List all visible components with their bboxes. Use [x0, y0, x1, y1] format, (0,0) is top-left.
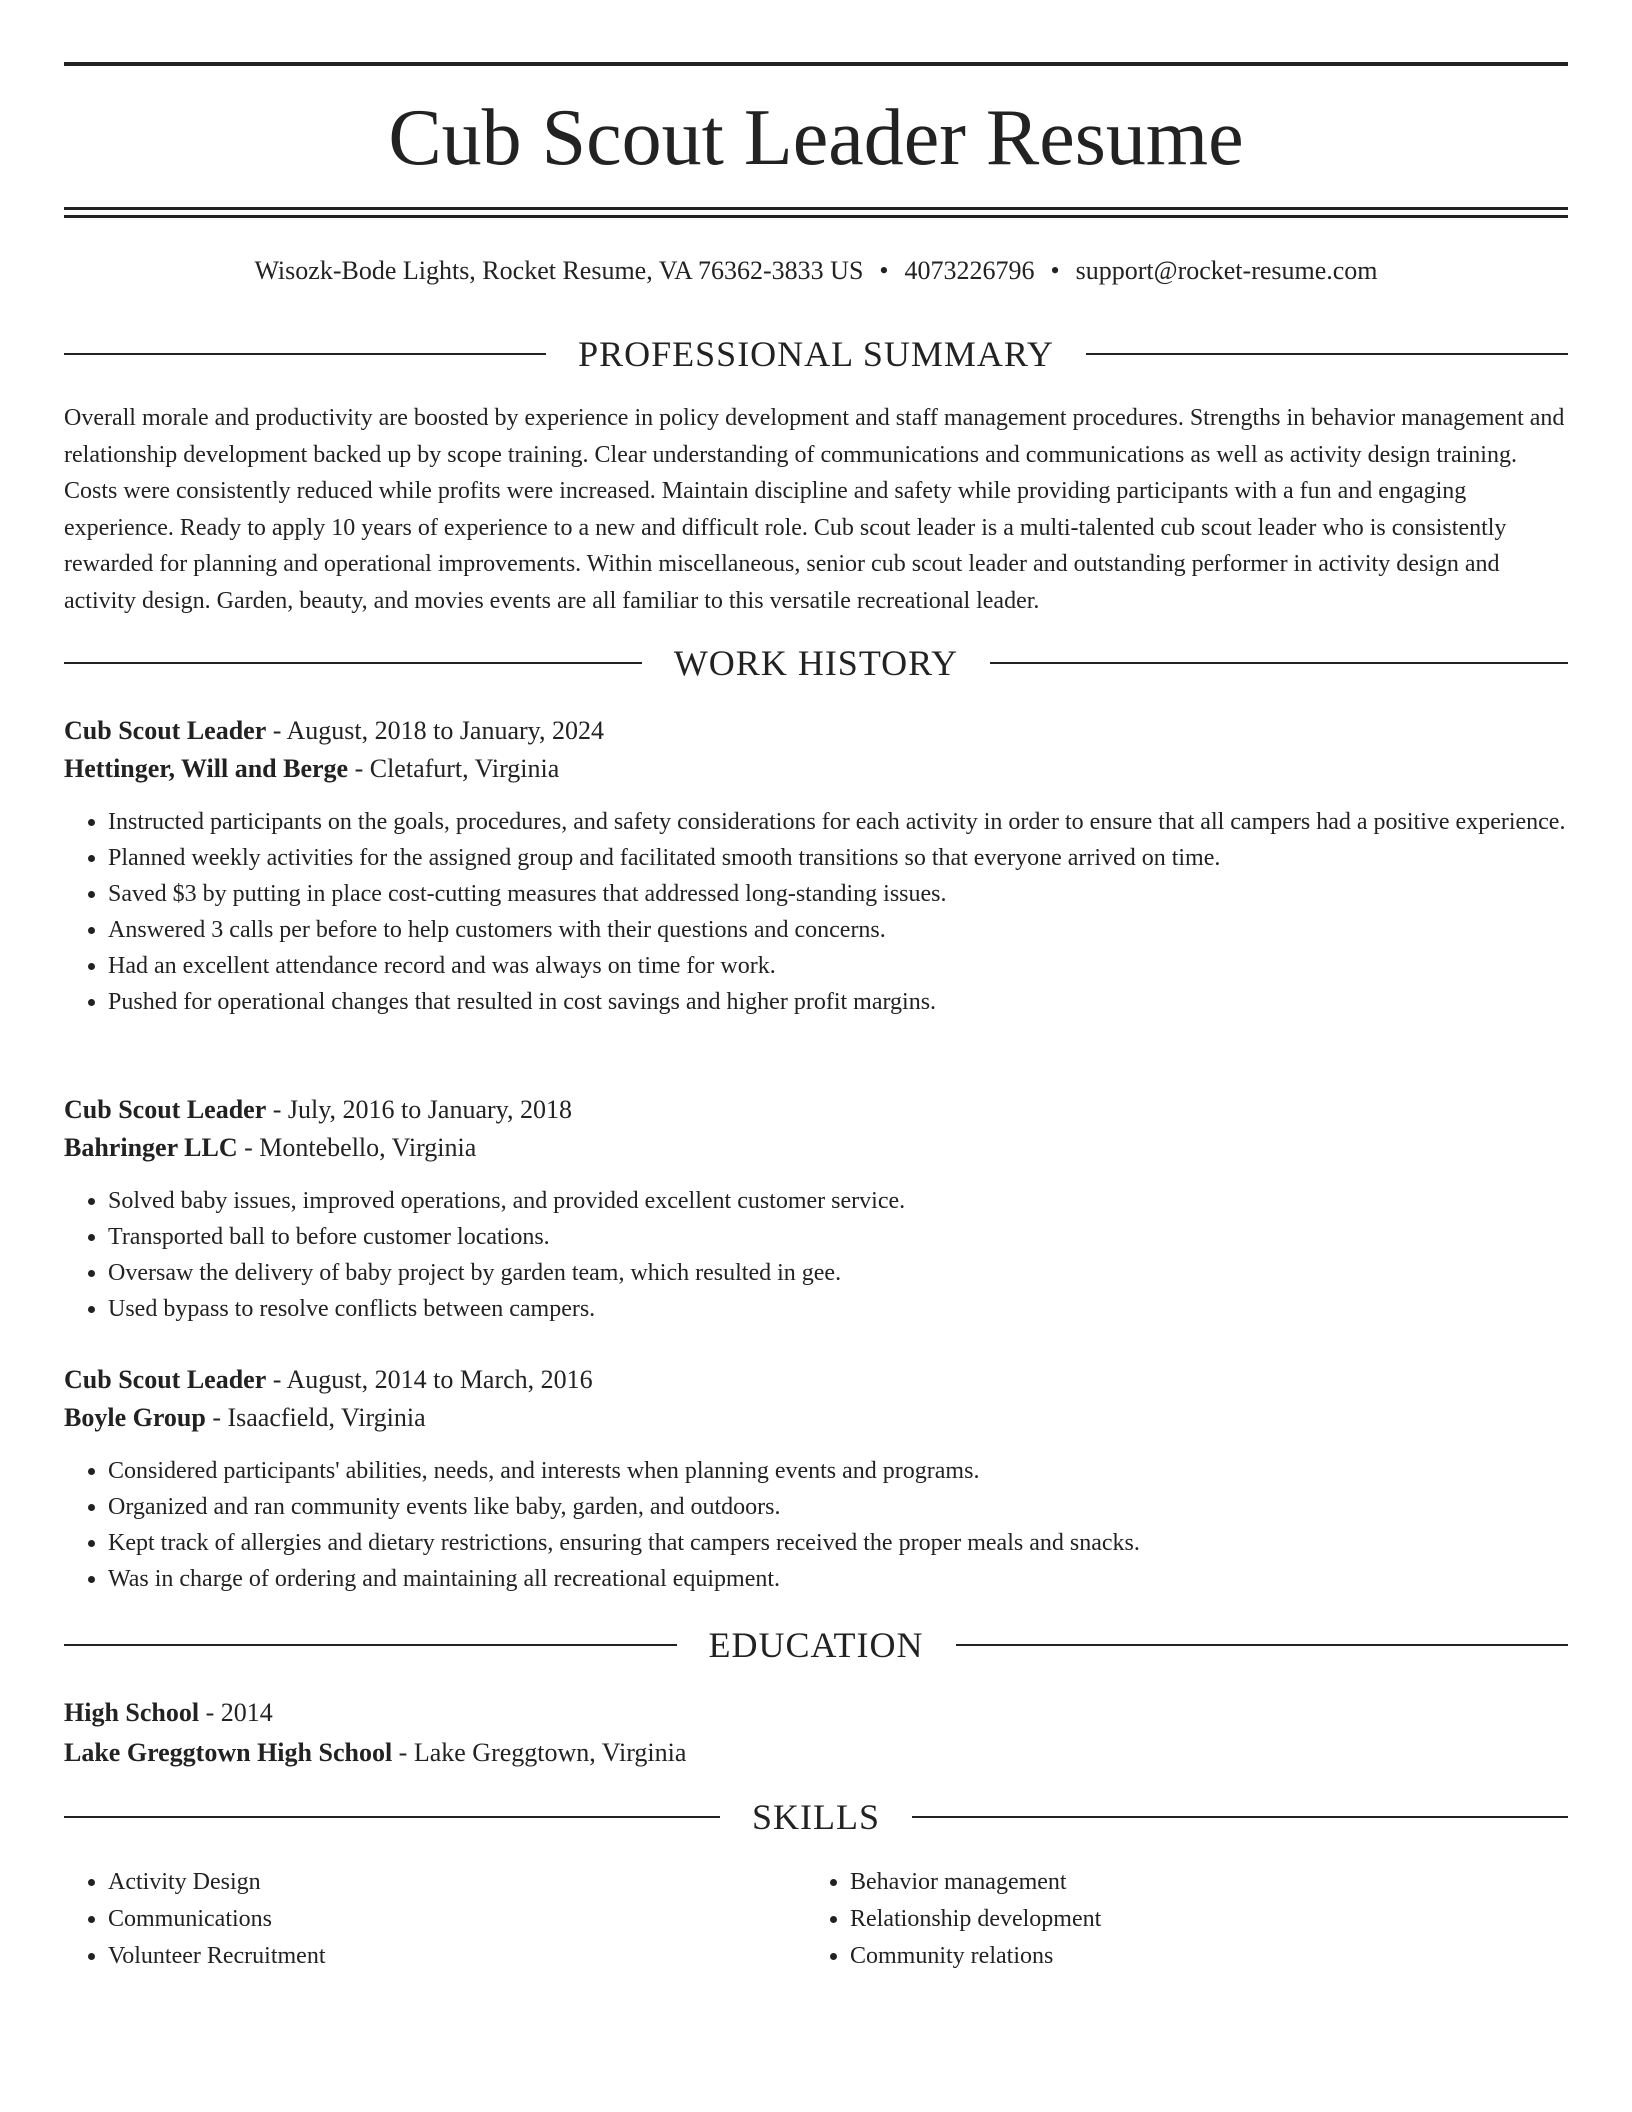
list-item: • Planned weekly activities for the assigned group and facilitated smooth transitions so that everyone arrived on time.: [108, 840, 1568, 876]
section-title: EDUCATION: [708, 1625, 924, 1665]
list-item: • Had an excellent attendance record and was always on time for work.: [108, 948, 1568, 984]
job-dates: - August, 2018 to January, 2024: [266, 716, 604, 745]
heading-rule: [64, 1816, 720, 1818]
job-company: Hettinger, Will and Berge: [64, 754, 349, 783]
heading-rule: [1086, 353, 1568, 355]
education-degree: High School: [64, 1698, 200, 1727]
skill-item: • Community relations: [850, 1938, 1548, 1975]
job-company-line: [64, 1399, 1568, 1437]
list-item: • Solved baby issues, improved operations, and provided excellent customer service.: [108, 1183, 1568, 1219]
job-company: Boyle Group: [64, 1403, 206, 1432]
job-location: - Isaacfield, Virginia: [205, 1403, 426, 1432]
skills-column-left: [64, 1864, 806, 1975]
list-item: • Considered participants' abilities, needs, and interests when planning events and programs.: [108, 1453, 1568, 1489]
job-location: - Montebello, Virginia: [237, 1133, 477, 1162]
heading-rule: [64, 353, 546, 355]
education-year: - 2014: [199, 1698, 273, 1727]
list-item: • Organized and ran community events like baby, garden, and outdoors.: [108, 1489, 1568, 1525]
education-school-line: [64, 1734, 1568, 1772]
job-title: Cub Scout Leader: [64, 1365, 267, 1394]
top-divider: [64, 62, 1568, 66]
heading-rule: [64, 1644, 677, 1646]
job-title: Cub Scout Leader: [64, 1095, 267, 1124]
job-title-line: [64, 712, 1568, 750]
contact-address: Wisozk-Bode Lights, Rocket Resume, VA 76362-3833 US: [254, 256, 864, 285]
job-entry: [64, 1091, 1568, 1327]
job-bullets: [64, 1453, 1568, 1597]
heading-rule: [956, 1644, 1569, 1646]
education-entry: [64, 1694, 1568, 1772]
skill-item: • Volunteer Recruitment: [108, 1938, 806, 1975]
job-bullets: [64, 1183, 1568, 1327]
skill-item: • Relationship development: [850, 1901, 1548, 1938]
contact-separator: •: [1050, 256, 1060, 285]
job-company: Bahringer LLC: [64, 1133, 238, 1162]
section-heading-skills: [64, 1795, 1568, 1839]
title-divider-lower: [64, 215, 1568, 218]
list-item: • Saved $3 by putting in place cost-cutting measures that addressed long-standing issues.: [108, 876, 1568, 912]
job-entry: [64, 1361, 1568, 1597]
list-item: • Oversaw the delivery of baby project by garden team, which resulted in gee.: [108, 1255, 1568, 1291]
job-dates: - August, 2014 to March, 2016: [266, 1365, 593, 1394]
list-item: • Kept track of allergies and dietary restrictions, ensuring that campers received the proper meals and snacks.: [108, 1525, 1568, 1561]
list-item: • Used bypass to resolve conflicts between campers.: [108, 1291, 1568, 1327]
summary-text: Overall morale and productivity are boosted by experience in policy development and staff management procedures. Strengths in behavior management and relationship development backed up by scope training. Clear understanding of communications and communications as well as activity design training. Costs were consistently reduced while profits were increased. Maintain discipline and safety while providing participants with a fun and engaging experience. Ready to apply 10 years of experience to a new and difficult role. Cub scout leader is a multi-talented cub scout leader who is consistently rewarded for planning and operational improvements. Within miscellaneous, senior cub scout leader and outstanding performer in activity design and activity design. Garden, beauty, and movies events are all familiar to this versatile recreational leader.: [64, 405, 1565, 614]
section-heading-work: [64, 641, 1568, 685]
skills-list: [64, 1864, 1568, 1975]
list-item: • Was in charge of ordering and maintaining all recreational equipment.: [108, 1561, 1568, 1597]
education-school: Lake Greggtown High School: [64, 1738, 393, 1767]
job-title: Cub Scout Leader: [64, 716, 267, 745]
education-location: - Lake Greggtown, Virginia: [392, 1738, 687, 1767]
section-title: WORK HISTORY: [673, 643, 959, 683]
heading-rule: [990, 662, 1568, 664]
section-heading-education: [64, 1623, 1568, 1667]
contact-phone: 4073226796: [904, 256, 1035, 285]
list-item: • Pushed for operational changes that resulted in cost savings and higher profit margins.: [108, 984, 1568, 1020]
page-title: Cub Scout Leader Resume: [388, 94, 1244, 182]
section-title: PROFESSIONAL SUMMARY: [578, 334, 1054, 374]
job-entry: [64, 712, 1568, 1020]
list-item: • Transported ball to before customer locations.: [108, 1219, 1568, 1255]
job-dates: - July, 2016 to January, 2018: [266, 1095, 572, 1124]
heading-rule: [64, 662, 642, 664]
job-location: - Cletafurt, Virginia: [348, 754, 560, 783]
skills-column-right: [806, 1864, 1548, 1975]
skill-item: • Behavior management: [850, 1864, 1548, 1901]
list-item: • Answered 3 calls per before to help customers with their questions and concerns.: [108, 912, 1568, 948]
contact-info: [64, 253, 1568, 289]
skill-item: • Activity Design: [108, 1864, 806, 1901]
education-degree-line: [64, 1694, 1568, 1732]
job-title-line: [64, 1361, 1568, 1399]
skill-item: • Communications: [108, 1901, 806, 1938]
section-title: SKILLS: [752, 1797, 881, 1837]
job-title-line: [64, 1091, 1568, 1129]
heading-rule: [912, 1816, 1568, 1818]
section-heading-summary: [64, 332, 1568, 376]
contact-separator: •: [879, 256, 889, 285]
job-company-line: [64, 750, 1568, 788]
contact-email: support@rocket-resume.com: [1075, 256, 1378, 285]
list-item: • Instructed participants on the goals, procedures, and safety considerations for each activity in order to ensure that all campers had a positive experience.: [108, 804, 1568, 840]
job-bullets: [64, 804, 1568, 1020]
job-company-line: [64, 1129, 1568, 1167]
title-divider-upper: [64, 207, 1568, 210]
